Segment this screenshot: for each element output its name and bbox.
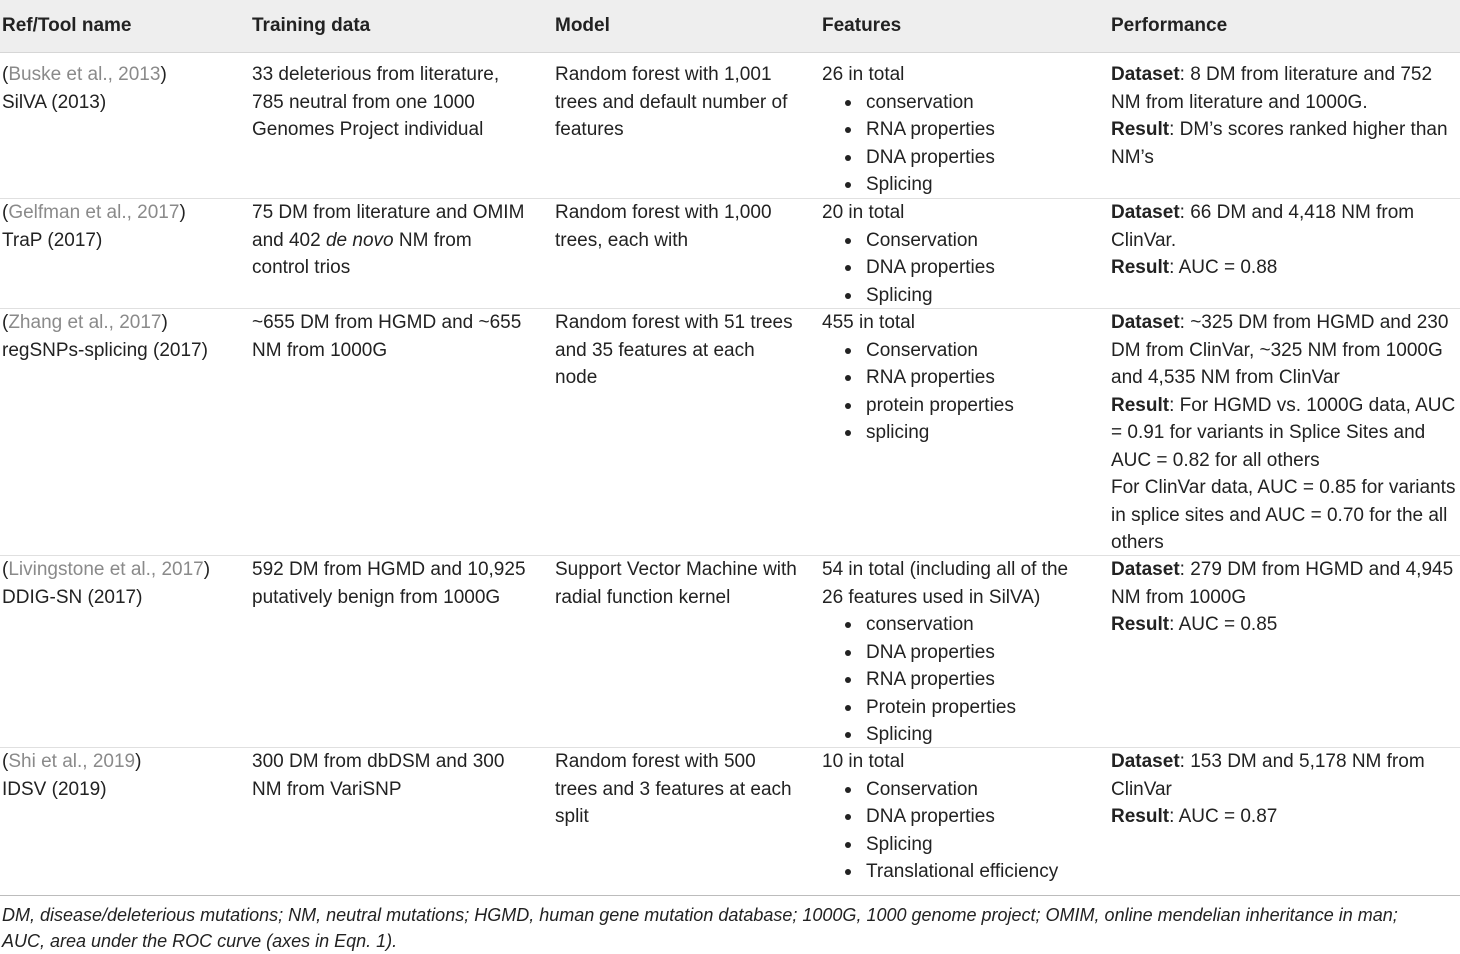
footnote-divider [0, 895, 1460, 896]
features-total: 20 in total [822, 202, 905, 223]
performance-entry [1111, 61, 1456, 116]
features-cell [822, 748, 1092, 886]
training-text: 33 deleterious from literature, 785 neutral from one 1000 Genomes Project individual [252, 64, 500, 140]
ref-cell [2, 309, 240, 364]
performance-label: Result [1111, 119, 1170, 140]
reference-citation: Livingstone et al., 2017 [8, 559, 204, 580]
training-text: ~655 DM from HGMD and ~655 NM from 1000G [252, 312, 522, 361]
performance-text: : 66 DM and 4,418 NM from ClinVar. [1111, 202, 1415, 251]
tool-name: regSNPs-splicing (2017) [2, 339, 208, 361]
features-total: 54 in total (including all of the 26 features used in SilVA) [822, 559, 1069, 608]
performance-cell [1111, 61, 1456, 171]
training-text: 592 DM from HGMD and 10,925 putatively benign from 1000G [252, 559, 526, 608]
tool-name: SilVA (2013) [2, 91, 107, 113]
reference-citation: Shi et al., 2019 [8, 751, 136, 772]
performance-entry [1111, 611, 1456, 639]
features-list [822, 776, 1092, 886]
performance-text: For ClinVar data, AUC = 0.85 for variants in splice sites and AUC = 0.70 for the all others [1111, 477, 1456, 553]
performance-text: : 279 DM from HGMD and 4,945 NM from 1000G [1111, 559, 1454, 608]
features-total: 26 in total [822, 64, 905, 85]
feature-item: conservation [822, 89, 1092, 117]
performance-text: : AUC = 0.88 [1169, 257, 1278, 278]
features-cell [822, 556, 1092, 749]
training-text: 300 DM from dbDSM and 300 NM from VariSNP [252, 751, 505, 800]
ref-cell [2, 61, 240, 116]
training-data-cell [252, 61, 532, 144]
performance-entry [1111, 309, 1456, 392]
performance-entry [1111, 199, 1456, 254]
feature-item: RNA properties [822, 666, 1092, 694]
training-data-cell [252, 309, 532, 364]
ref-line: (Gelfman et al., 2017) [2, 202, 186, 223]
features-list [822, 227, 1092, 310]
model-cell: Random forest with 1,001 trees and default number of features [555, 64, 788, 140]
ref-cell [2, 748, 240, 803]
performance-text: : ~325 DM from HGMD and 230 DM from ClinVar, ~325 NM from 1000G and 4,535 NM from ClinVar [1111, 312, 1449, 388]
performance-label: Dataset [1111, 312, 1180, 333]
model-cell: Random forest with 500 trees and 3 features at each split [555, 751, 792, 827]
training-data-cell [252, 556, 532, 611]
feature-item: Conservation [822, 776, 1092, 804]
training-text: de novo [325, 229, 394, 251]
performance-text: : DM’s scores ranked higher than NM’s [1111, 119, 1448, 168]
reference-citation: Gelfman et al., 2017 [8, 202, 180, 223]
performance-text: : 8 DM from literature and 752 NM from literature and 1000G. [1111, 64, 1433, 113]
feature-item: RNA properties [822, 116, 1092, 144]
tool-name: TraP (2017) [2, 229, 103, 251]
performance-label: Result [1111, 614, 1170, 635]
performance-cell [1111, 199, 1456, 282]
features-list [822, 89, 1092, 199]
feature-item: Conservation [822, 227, 1092, 255]
ref-line: (Livingstone et al., 2017) [2, 559, 211, 580]
training-data-cell [252, 199, 532, 282]
performance-text: : For HGMD vs. 1000G data, AUC = 0.91 for variants in Splice Sites and AUC = 0.82 for all others [1111, 394, 1456, 471]
header-ref: Ref/Tool name [2, 15, 132, 36]
ref-cell [2, 199, 240, 254]
features-cell [822, 61, 1092, 199]
model-cell: Random forest with 1,000 trees, each with [555, 202, 772, 251]
performance-cell [1111, 309, 1456, 557]
feature-item: splicing [822, 419, 1092, 447]
header-features: Features [822, 15, 902, 36]
performance-text: : AUC = 0.85 [1169, 614, 1278, 635]
performance-label: Dataset [1111, 751, 1180, 772]
header-training: Training data [252, 15, 371, 36]
tool-name: IDSV (2019) [2, 778, 107, 800]
ref-cell [2, 556, 240, 611]
feature-item: Splicing [822, 721, 1092, 749]
header-model: Model [555, 15, 610, 36]
training-text: NM from control trios [252, 229, 472, 278]
feature-item: DNA properties [822, 639, 1092, 667]
header-performance: Performance [1111, 15, 1228, 36]
feature-item: conservation [822, 611, 1092, 639]
model-cell: Support Vector Machine with radial function kernel [555, 559, 797, 608]
performance-cell [1111, 556, 1456, 639]
feature-item: Conservation [822, 337, 1092, 365]
feature-item: DNA properties [822, 803, 1092, 831]
performance-label: Result [1111, 806, 1170, 827]
training-text: 75 DM from literature and OMIM and 402 [252, 202, 525, 251]
table-header [0, 0, 1460, 53]
performance-entry [1111, 392, 1456, 475]
performance-entry [1111, 116, 1456, 171]
performance-entry [1111, 748, 1456, 803]
reference-citation: Zhang et al., 2017 [8, 312, 162, 333]
feature-item: Translational efficiency [822, 858, 1092, 886]
performance-cell [1111, 748, 1456, 831]
performance-entry [1111, 254, 1456, 282]
training-data-cell [252, 748, 532, 803]
features-cell [822, 309, 1092, 447]
ref-line: (Shi et al., 2019) [2, 751, 142, 772]
feature-item: Splicing [822, 171, 1092, 199]
features-total: 455 in total [822, 312, 915, 333]
performance-text: : AUC = 0.87 [1169, 806, 1278, 827]
performance-label: Dataset [1111, 202, 1180, 223]
tool-name: DDIG-SN (2017) [2, 586, 143, 608]
feature-item: protein properties [822, 392, 1092, 420]
ref-line: (Buske et al., 2013) [2, 64, 167, 85]
performance-label: Dataset [1111, 559, 1180, 580]
feature-item: DNA properties [822, 254, 1092, 282]
performance-entry [1111, 803, 1456, 831]
features-list [822, 611, 1092, 749]
feature-item: Splicing [822, 831, 1092, 859]
performance-text: : 153 DM and 5,178 NM from ClinVar [1111, 751, 1425, 800]
ref-line: (Zhang et al., 2017) [2, 312, 168, 333]
feature-item: DNA properties [822, 144, 1092, 172]
features-cell [822, 199, 1092, 309]
performance-entry [1111, 474, 1456, 557]
features-total: 10 in total [822, 751, 905, 772]
features-list [822, 337, 1092, 447]
feature-item: RNA properties [822, 364, 1092, 392]
performance-label: Result [1111, 257, 1170, 278]
feature-item: Splicing [822, 282, 1092, 310]
performance-label: Dataset [1111, 64, 1180, 85]
reference-citation: Buske et al., 2013 [8, 64, 161, 85]
table-footnote: DM, disease/deleterious mutations; NM, neutral mutations; HGMD, human gene mutation database; 1000G, 1000 genome project; OMIM, online mendelian inheritance in man; AUC, area under the ROC curve (axes in Eqn. 1). [2, 905, 1398, 951]
performance-label: Result [1111, 394, 1170, 416]
performance-entry [1111, 556, 1456, 611]
model-cell: Random forest with 51 trees and 35 features at each node [555, 312, 793, 388]
feature-item: Protein properties [822, 694, 1092, 722]
